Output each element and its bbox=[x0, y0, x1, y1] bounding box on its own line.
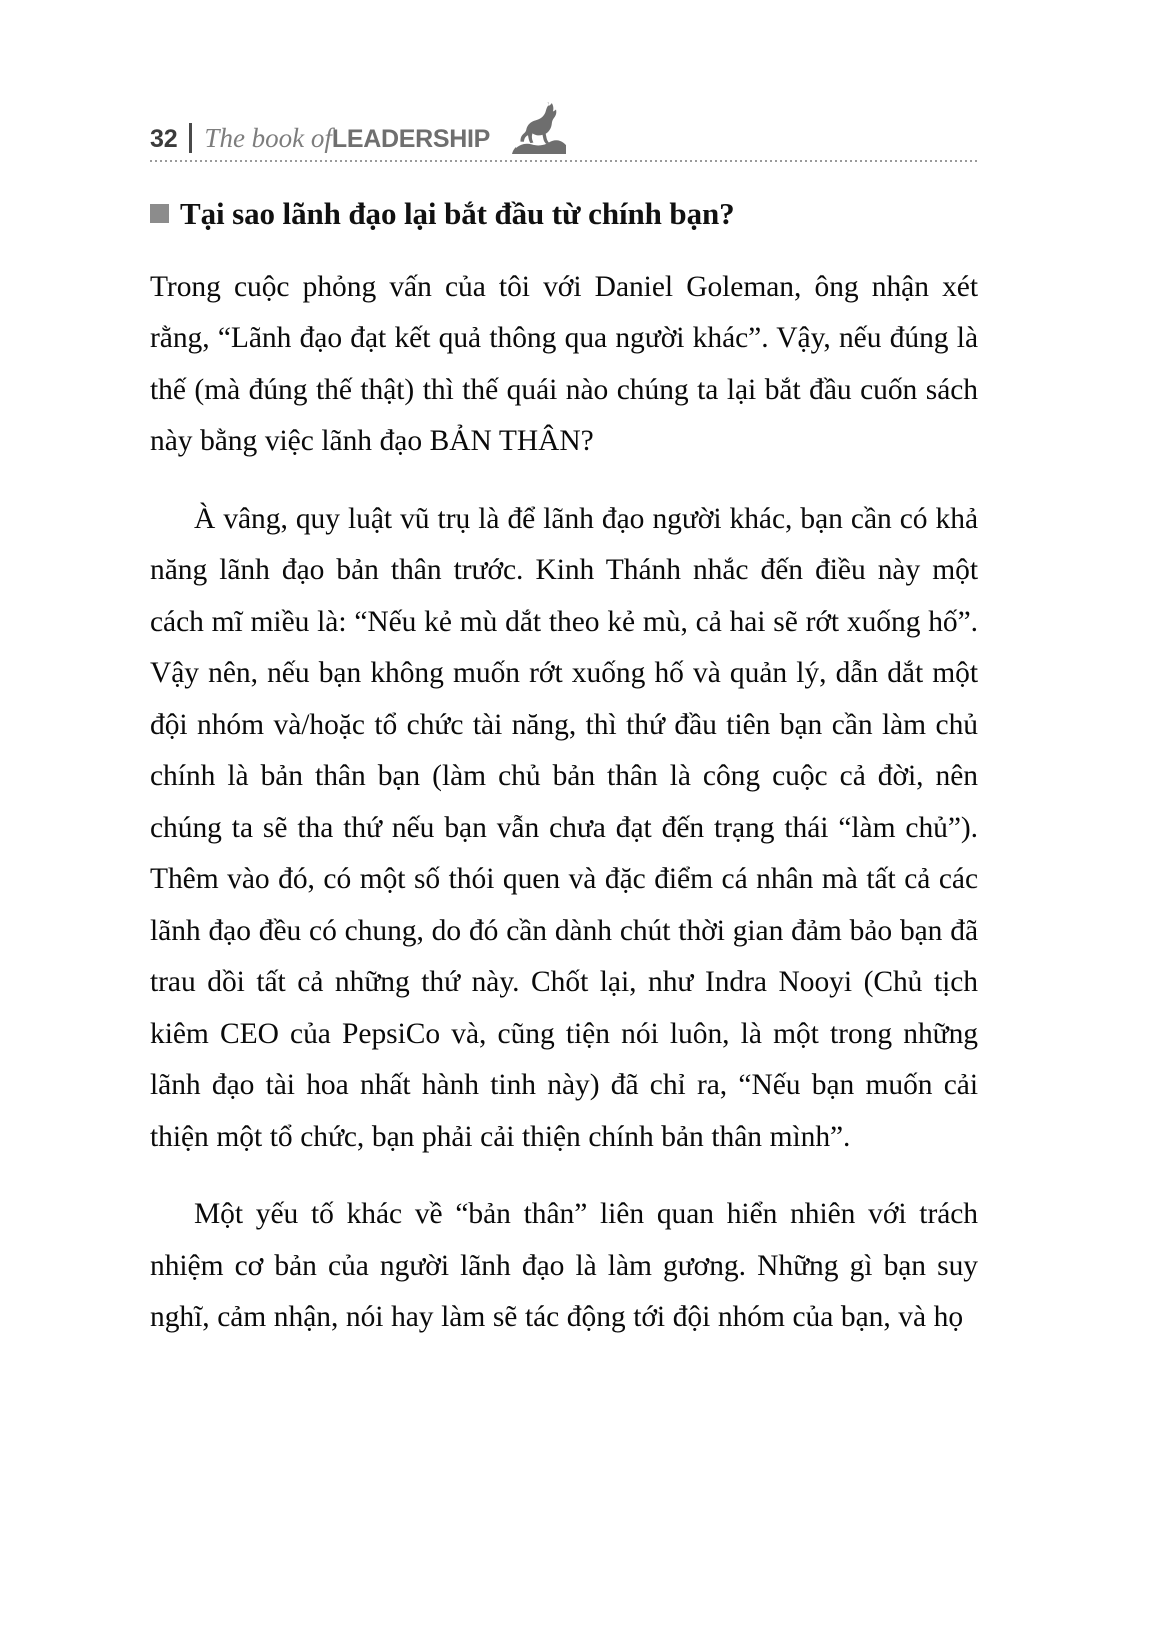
square-bullet-icon bbox=[150, 204, 169, 223]
wolf-logo-icon bbox=[504, 102, 566, 160]
book-title-italic: The book of bbox=[204, 123, 332, 153]
page-content bbox=[150, 196, 978, 1344]
folio-divider bbox=[189, 123, 192, 153]
book-title-bold: LEADERSHIP bbox=[331, 125, 491, 153]
book-title bbox=[204, 125, 490, 154]
running-header bbox=[150, 92, 980, 154]
section-heading bbox=[150, 196, 978, 232]
paragraph-2: À vâng, quy luật vũ trụ là để lãnh đạo người khác, bạn cần có khả năng lãnh đạo bản thân trước. Kinh Thánh nhắc đến điều này một cách mĩ miều là: “Nếu kẻ mù dắt theo kẻ mù, cả hai sẽ rớt xuống hố”. Vậy nên, nếu bạn không muốn rớt xuống hố và quản lý, dẫn dắt một đội nhóm và/hoặc tổ chức tài năng, thì thứ đầu tiên bạn cần làm chủ chính là bản thân bạn (làm chủ bản thân là công cuộc cả đời, nên chúng ta sẽ tha thứ nếu bạn vẫn chưa đạt đến trạng thái “làm chủ”). Thêm vào đó, có một số thói quen và đặc điểm cá nhân mà tất cả các lãnh đạo đều có chung, do đó cần dành chút thời gian đảm bảo bạn đã trau dồi tất cả những thứ này. Chốt lại, như Indra Nooyi (Chủ tịch kiêm CEO của PepsiCo và, cũng tiện nói luôn, là một trong những lãnh đạo tài hoa nhất hành tinh này) đã chỉ ra, “Nếu bạn muốn cải thiện một tổ chức, bạn phải cải thiện chính bản thân mình”. bbox=[150, 502, 978, 1153]
paragraph-3: Một yếu tố khác về “bản thân” liên quan hiển nhiên với trách nhiệm cơ bản của người lãnh đạo là làm gương. Những gì bạn suy nghĩ, cảm nhận, nói hay làm sẽ tác động tới đội nhóm của bạn, và họ bbox=[150, 1198, 978, 1334]
paragraph-1: Trong cuộc phỏng vấn của tôi với Daniel Goleman, ông nhận xét rằng, “Lãnh đạo đạt kết quả thông qua người khác”. Vậy, nếu đúng là thế (mà đúng thế thật) thì thế quái nào chúng ta lại bắt đầu cuốn sách này bằng việc lãnh đạo BẢN THÂN? bbox=[150, 270, 978, 458]
header-divider-rule bbox=[150, 160, 978, 162]
section-heading-text: Tại sao lãnh đạo lại bắt đầu từ chính bạn? bbox=[180, 196, 735, 231]
page-number: 32 bbox=[150, 125, 178, 153]
